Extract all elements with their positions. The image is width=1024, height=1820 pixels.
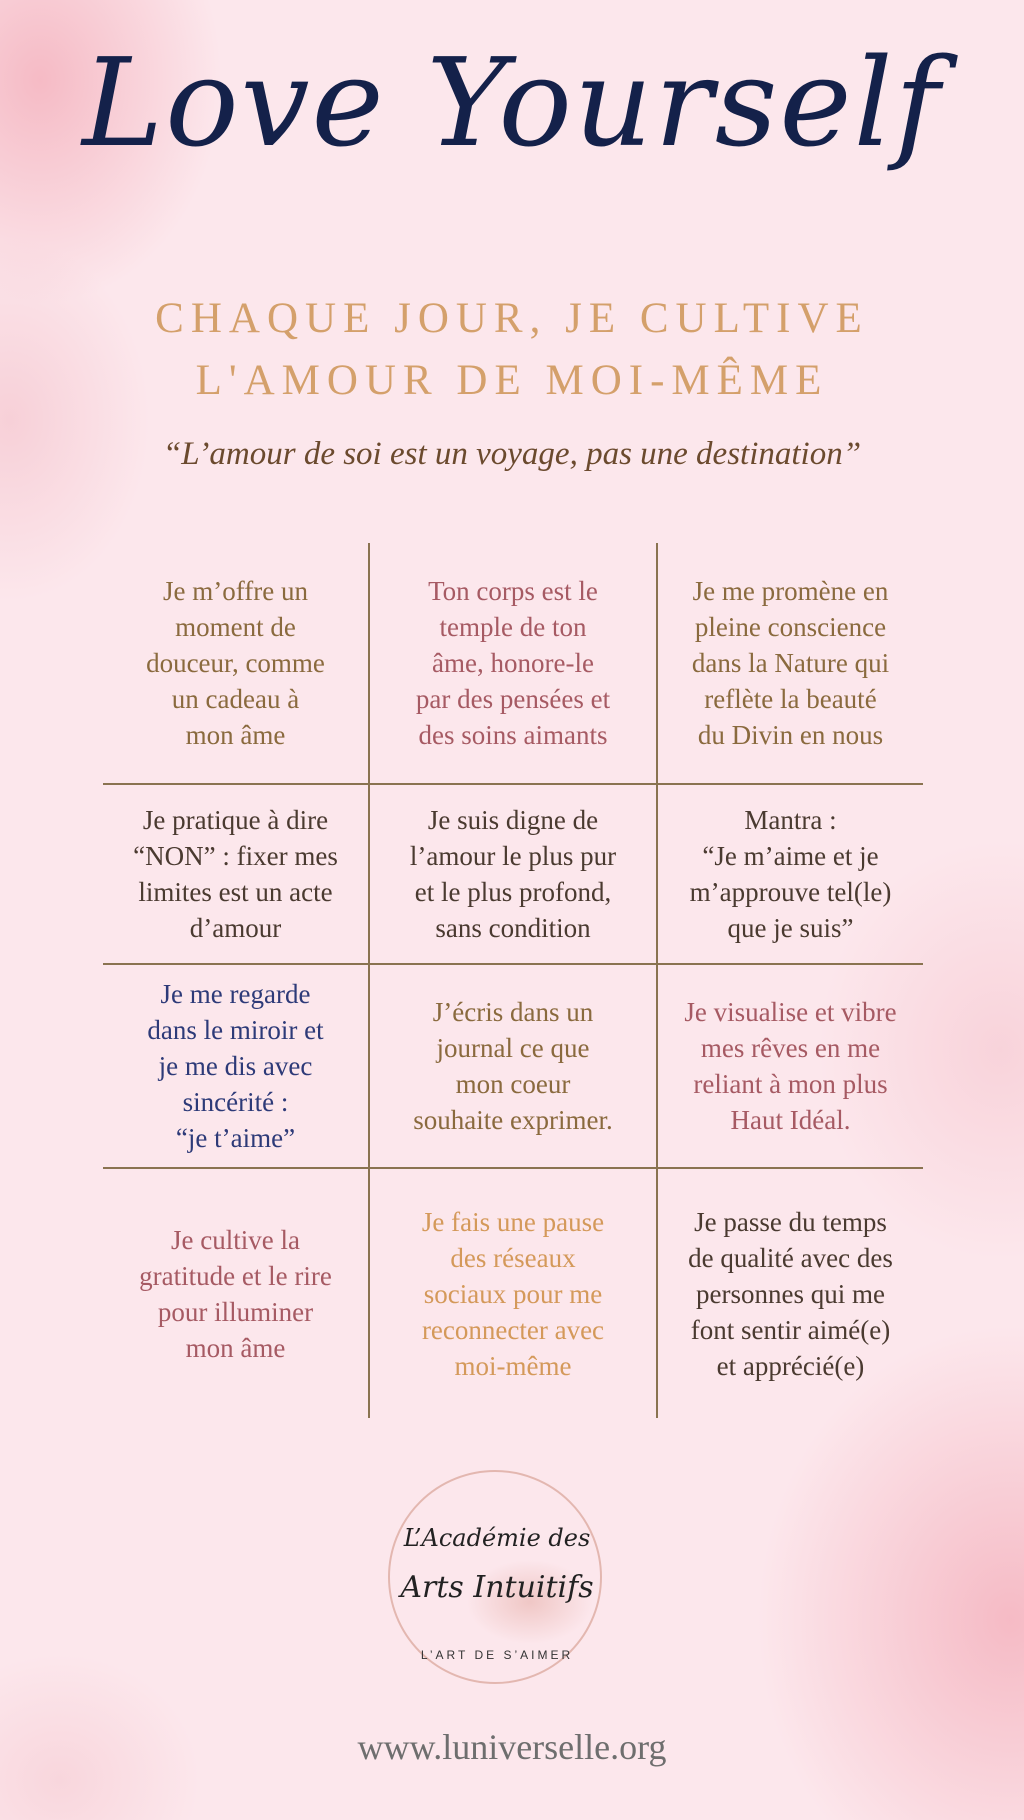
grid-cell [103,785,368,963]
logo-script-line-1: L’Académie des [403,1524,591,1552]
cell-text: Je me regarde dans le miroir et je me dis avec sincérité : “je t’aime” [147,979,324,1153]
grid-cell [658,785,923,963]
cell-text: Je m’offre un moment de douceur, comme un cadeau à mon âme [146,576,325,750]
logo-tagline: L’ART DE S’AIMER [420,1648,574,1662]
affirmation-grid [103,543,923,1418]
website-url[interactable]: www.luniverselle.org [357,1727,667,1767]
page-title: Love Yourself [82,32,942,174]
grid-cell [103,543,368,783]
cell-text: J’écris dans un journal ce que mon coeur souhaite exprimer. [413,997,613,1135]
subtitle-line-1: CHAQUE JOUR, JE CULTIVE [155,295,869,342]
grid-cell [658,965,923,1167]
cell-text: Ton corps est le temple de ton âme, honore-le par des pensées et des soins aimants [415,576,611,750]
cell-text: Je me promène en pleine conscience dans la Nature qui reflète la beauté du Divin en nous [691,576,890,750]
logo-script-line-2: Arts Intuitifs [400,1570,594,1605]
grid-cell [103,1169,368,1418]
academy-logo [388,1470,602,1684]
subtitle-line-2: L'AMOUR DE MOI-MÊME [195,357,829,404]
cell-text: Je cultive la gratitude et le rire pour illuminer mon âme [139,1224,332,1363]
cell-text: Mantra : “Je m’aime et je m’approuve tel(le) que je suis” [689,805,892,943]
grid-cell [103,965,368,1167]
subtitle [0,288,1024,412]
cell-text: Je fais une pause des réseaux sociaux pour me reconnecter avec moi-même [421,1206,605,1381]
cell-text: Je passe du temps de qualité avec des personnes qui me font sentir aimé(e) et apprécié(e) [688,1206,893,1381]
grid-cell [658,1169,923,1418]
grid-cell [370,965,656,1167]
grid-cell [370,543,656,783]
cell-text: Je suis digne de l’amour le plus pur et le plus profond, sans condition [409,805,617,943]
grid-cell [370,785,656,963]
quote: “L’amour de soi est un voyage, pas une destination” [162,436,862,472]
grid-cell [658,543,923,783]
grid-cell [370,1169,656,1418]
cell-text: Je pratique à dire “NON” : fixer mes limites est un acte d’amour [133,805,338,943]
cell-text: Je visualise et vibre mes rêves en me reliant à mon plus Haut Idéal. [684,997,897,1135]
